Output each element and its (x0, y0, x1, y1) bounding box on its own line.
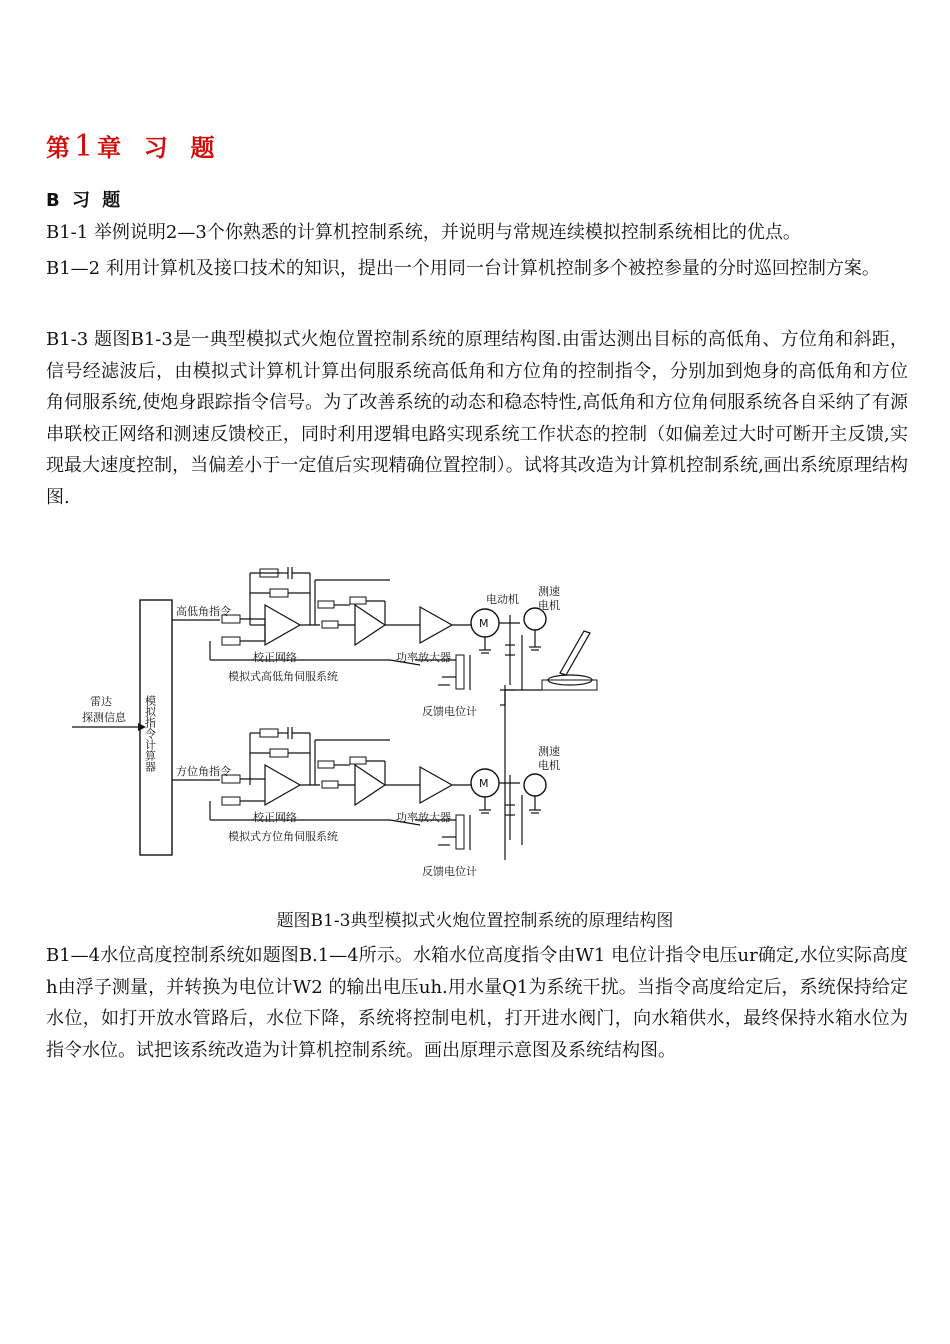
motor-label: 电动机 (486, 593, 519, 606)
command-computer-label: 模拟指令计算器 (143, 695, 157, 772)
section-heading: B 习 题 (46, 190, 124, 211)
feedback-pot-label-bottom: 反馈电位计 (422, 865, 477, 878)
exercise-b1-4: B1—4水位高度控制系统如题图B.1—4所示。水箱水位高度指令由W1 电位计指令电压ur确定,水位实际高度h由浮子测量，并转换为电位计W2 的输出电压uh.用水量Q1为系统干扰。当指令高度给定后，系统保持给定水位，如打开放水管路后，水位下降，系统将控制电机，打开进水阀门，向水箱供水，最终保持水箱水位为指令水位。试把该系统改造为计算机控制系统。画出原理示意图及系统结构图。 (46, 945, 908, 1061)
tacho-label-top-2: 电机 (538, 599, 560, 612)
exercise-b1-2: B1—2 利用计算机及接口技术的知识，提出一个用同一台计算机控制多个被控参量的分时巡回控制方案。 (46, 258, 880, 279)
exercise-b1-3: B1-3 题图B1-3是一典型模拟式火炮位置控制系统的原理结构图.由雷达测出目标的高低角、方位角和斜距，信号经滤波后，由模拟式计算机计算出伺服系统高低角和方位角的控制指令，分别加到炮身的高低角和方位角伺服系统,使炮身跟踪指令信号。为了改善系统的动态和稳态特性,高低角和方位角伺服系统各自采纳了有源串联校正网络和测速反馈校正，同时利用逻辑电路实现系统工作状态的控制（如偏差过大时可断开主反馈,实现最大速度控制，当偏差小于一定值后实现精确位置控制）。试将其改造为计算机控制系统,画出系统原理结构图. (46, 329, 908, 508)
elevation-servo-label: 模拟式高低角伺服系统 (228, 670, 338, 683)
tacho-label-bottom-2: 电机 (538, 759, 560, 772)
exercise-b1-1: B1-1 举例说明2—3个你熟悉的计算机控制系统，并说明与常规连续模拟控制系统相比的优点。 (46, 222, 801, 243)
radar-label-2: 探测信息 (82, 711, 126, 724)
chapter-title (46, 128, 217, 164)
azimuth-servo-label: 模拟式方位角伺服系统 (228, 830, 338, 843)
elevation-command-label: 高低角指令 (176, 605, 231, 618)
elevation-channel (172, 567, 597, 718)
motor-symbol-top: M (479, 617, 489, 630)
tacho-label-bottom-1: 测速 (538, 745, 560, 758)
motor-symbol-bottom: M (479, 777, 489, 790)
correction-network-label-bottom: 校正网络 (253, 811, 297, 824)
correction-network-label-top: 校正网络 (253, 651, 297, 664)
chapter-suffix: 章 习 题 (97, 133, 217, 162)
feedback-pot-label-top: 反馈电位计 (422, 705, 477, 718)
chapter-number: 1 (74, 129, 96, 164)
power-amp-label-top: 功率放大器 (396, 651, 451, 664)
azimuth-command-label: 方位角指令 (176, 765, 231, 778)
radar-label-1: 雷达 (90, 695, 112, 708)
chapter-prefix: 第 (46, 133, 72, 162)
servo-system-diagram (60, 555, 620, 885)
power-amp-label-bottom: 功率放大器 (396, 811, 451, 824)
figure-caption: 题图B1-3典型模拟式火炮位置控制系统的原理结构图 (276, 911, 674, 931)
tacho-label-top-1: 测速 (538, 585, 560, 598)
azimuth-channel (172, 727, 560, 878)
